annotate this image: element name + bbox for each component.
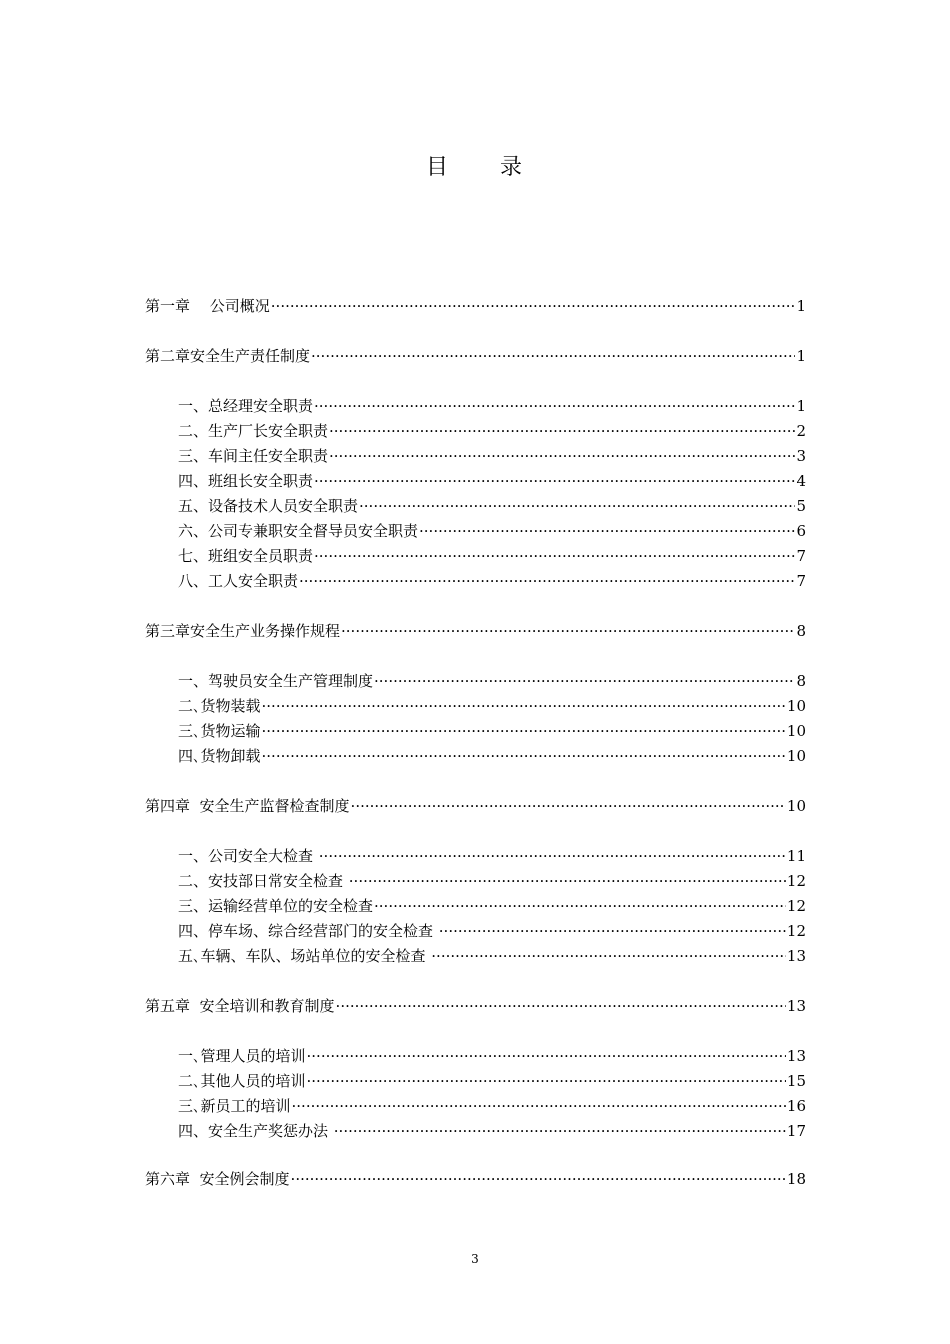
toc-entry-page: 4 (796, 472, 806, 490)
toc-leader-dots (349, 871, 786, 891)
toc-entry-page: 11 (786, 847, 806, 865)
toc-entry-page: 10 (786, 697, 806, 715)
toc-leader-dots (307, 1046, 786, 1066)
toc-section-entry[interactable] (178, 921, 806, 941)
toc-leader-dots (359, 496, 795, 516)
toc-leader-dots (341, 621, 795, 641)
toc-leader-dots (431, 946, 786, 966)
toc-entry-page: 12 (786, 872, 806, 890)
toc-entry-page: 1 (796, 297, 806, 315)
toc-section-entry[interactable] (178, 496, 806, 516)
toc-section-entry[interactable] (178, 846, 806, 866)
toc-leader-dots (351, 796, 786, 816)
toc-entry-label: 五､车辆、车队、场站单位的安全检查 (178, 947, 431, 965)
toc-entry-label: 第三章安全生产业务操作规程 (145, 622, 341, 640)
toc-entry-page: 15 (786, 1072, 806, 1090)
toc-section-entry[interactable] (178, 721, 806, 741)
toc-leader-dots (374, 671, 795, 691)
toc-leader-dots (314, 471, 795, 491)
toc-entry-label: 四、停车场、综合经营部门的安全检查 (178, 922, 438, 940)
toc-section-entry[interactable] (178, 696, 806, 716)
toc-entry-page: 1 (796, 397, 806, 415)
toc-leader-dots (271, 296, 796, 316)
toc-leader-dots (314, 396, 795, 416)
toc-entry-label: 二､其他人员的培训 (178, 1072, 306, 1090)
toc-entry-label: 一､管理人员的培训 (178, 1047, 306, 1065)
toc-entry-label: 六、公司专兼职安全督导员安全职责 (178, 522, 419, 540)
toc-entry-page: 6 (796, 522, 806, 540)
toc-section-entry[interactable] (178, 396, 806, 416)
toc-section-entry[interactable] (178, 571, 806, 591)
toc-entry-label: 四、班组长安全职责 (178, 472, 314, 490)
toc-leader-dots (262, 696, 786, 716)
toc-entry-label: 三､新员工的培训 (178, 1097, 291, 1115)
toc-entry-label: 四、安全生产奖惩办法 (178, 1122, 333, 1140)
toc-entry-label: 第四章 安全生产监督检查制度 (145, 797, 350, 815)
toc-title (0, 150, 950, 181)
toc-entry-page: 17 (786, 1122, 806, 1140)
toc-entry-page: 2 (796, 422, 806, 440)
toc-section-entry[interactable] (178, 471, 806, 491)
toc-leader-dots (334, 1121, 786, 1141)
toc-leader-dots (291, 1169, 786, 1189)
toc-title-right: 录 (500, 155, 525, 180)
page-number: 3 (471, 1252, 479, 1266)
toc-leader-dots (292, 1096, 786, 1116)
toc-section-entry[interactable] (178, 521, 806, 541)
toc-entry-label: 三、运输经营单位的安全检查 (178, 897, 374, 915)
toc-entry-page: 12 (786, 922, 806, 940)
toc-leader-dots (329, 421, 795, 441)
toc-entry-page: 1 (796, 347, 806, 365)
toc-leader-dots (314, 546, 795, 566)
toc-leader-dots (439, 921, 786, 941)
toc-entry-page: 10 (786, 722, 806, 740)
toc-leader-dots (336, 996, 786, 1016)
toc-leader-dots (299, 571, 795, 591)
toc-leader-dots (262, 721, 786, 741)
toc-entry-label: 二、生产厂长安全职责 (178, 422, 329, 440)
toc-entry-label: 七、班组安全员职责 (178, 547, 314, 565)
toc-entry-label: 二、安技部日常安全检查 (178, 872, 348, 890)
toc-chapter-entry[interactable] (145, 296, 806, 316)
toc-entry-label: 第五章 安全培训和教育制度 (145, 997, 335, 1015)
toc-leader-dots (262, 746, 786, 766)
toc-entry-page: 3 (796, 447, 806, 465)
toc-section-entry[interactable] (178, 746, 806, 766)
toc-entry-label: 二､货物装载 (178, 697, 261, 715)
toc-entry-label: 四､货物卸载 (178, 747, 261, 765)
toc-entry-label: 第六章 安全例会制度 (145, 1170, 290, 1188)
toc-entry-label: 第二章安全生产责任制度 (145, 347, 311, 365)
toc-entry-page: 7 (796, 572, 806, 590)
toc-entry-page: 12 (786, 897, 806, 915)
toc-leader-dots (374, 896, 786, 916)
toc-entry-label: 第一章 公司概况 (145, 297, 270, 315)
toc-entry-page: 8 (796, 672, 806, 690)
toc-chapter-entry[interactable] (145, 996, 806, 1016)
toc-leader-dots (307, 1071, 786, 1091)
toc-entry-label: 三、车间主任安全职责 (178, 447, 329, 465)
toc-section-entry[interactable] (178, 1096, 806, 1116)
toc-entry-page: 8 (796, 622, 806, 640)
toc-title-left: 目 (425, 155, 450, 180)
toc-entry-label: 一、驾驶员安全生产管理制度 (178, 672, 374, 690)
toc-entry-label: 一、公司安全大检查 (178, 847, 318, 865)
toc-entry-page: 10 (786, 747, 806, 765)
toc-leader-dots (311, 346, 795, 366)
toc-entry-label: 五、设备技术人员安全职责 (178, 497, 359, 515)
toc-entry-page: 13 (786, 1047, 806, 1065)
toc-chapter-entry[interactable] (145, 796, 806, 816)
toc-entry-label: 八、工人安全职责 (178, 572, 299, 590)
toc-section-entry[interactable] (178, 671, 806, 691)
toc-section-entry[interactable] (178, 896, 806, 916)
toc-section-entry[interactable] (178, 1071, 806, 1091)
toc-section-entry[interactable] (178, 546, 806, 566)
toc-leader-dots (419, 521, 795, 541)
toc-section-entry[interactable] (178, 1121, 806, 1141)
toc-entry-page: 18 (786, 1170, 806, 1188)
toc-chapter-entry[interactable] (145, 346, 806, 366)
toc-entry-page: 16 (786, 1097, 806, 1115)
toc-entry-page: 10 (786, 797, 806, 815)
toc-section-entry[interactable] (178, 946, 806, 966)
toc-section-entry[interactable] (178, 446, 806, 466)
toc-entry-page: 5 (796, 497, 806, 515)
toc-entry-page: 7 (796, 547, 806, 565)
toc-entry-label: 三､货物运输 (178, 722, 261, 740)
toc-section-entry[interactable] (178, 871, 806, 891)
toc-chapter-entry[interactable] (145, 621, 806, 641)
toc-leader-dots (329, 446, 795, 466)
toc-entry-label: 一、总经理安全职责 (178, 397, 314, 415)
toc-entry-page: 13 (786, 947, 806, 965)
toc-section-entry[interactable] (178, 421, 806, 441)
toc-entry-page: 13 (786, 997, 806, 1015)
toc-chapter-entry[interactable] (145, 1169, 806, 1189)
toc-section-entry[interactable] (178, 1046, 806, 1066)
toc-leader-dots (319, 846, 786, 866)
